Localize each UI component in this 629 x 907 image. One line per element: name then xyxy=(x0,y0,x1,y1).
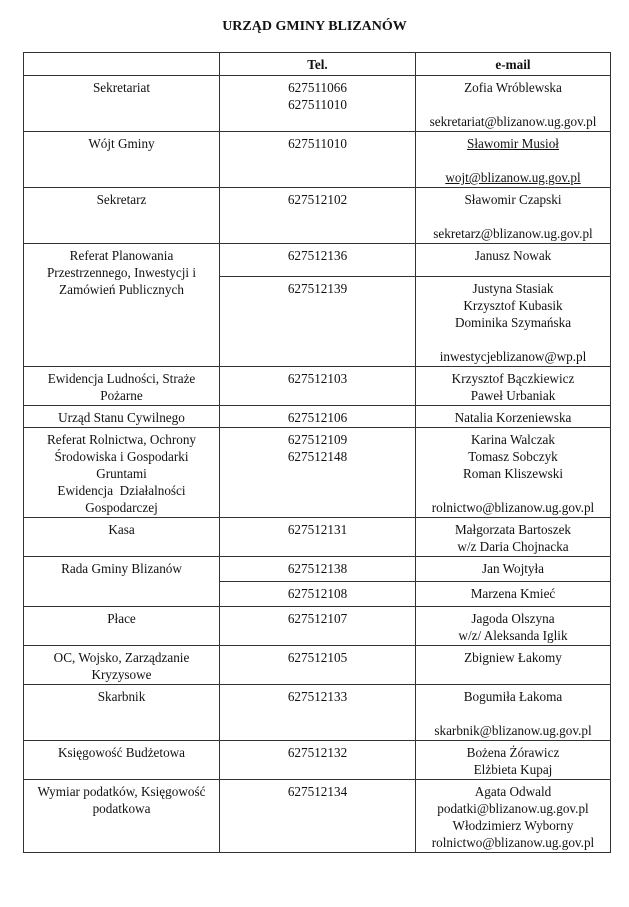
email-address: podatki@blizanow.ug.gov.pl xyxy=(437,801,589,816)
tel-cell xyxy=(220,76,416,132)
email-address: skarbnik@blizanow.ug.gov.pl xyxy=(434,723,592,738)
contact-cell xyxy=(416,646,611,685)
person-name: Małgorzata Bartoszek xyxy=(454,522,572,537)
tel-cell xyxy=(220,428,416,518)
unit-name: Zamówień Publicznych xyxy=(59,282,184,297)
person-name: Marzena Kmieć xyxy=(470,586,556,601)
contact-cell xyxy=(416,132,611,188)
unit-name: Ewidencja Działalności xyxy=(57,483,186,498)
person-name: Justyna Stasiak xyxy=(472,281,554,296)
tel-cell xyxy=(220,518,416,557)
phone-number: 627512107 xyxy=(287,611,348,626)
contact-cell xyxy=(416,557,611,582)
person-name: Karina Walczak xyxy=(471,432,555,447)
tel-cell xyxy=(220,367,416,406)
email-address: sekretarz@blizanow.ug.gov.pl xyxy=(433,226,593,241)
tel-cell xyxy=(220,780,416,853)
tel-cell xyxy=(220,277,416,367)
contact-cell xyxy=(416,780,611,853)
unit-name: Kryzysowe xyxy=(91,667,152,682)
person-name: Krzysztof Bączkiewicz xyxy=(451,371,575,386)
table-row xyxy=(24,780,611,853)
tel-cell xyxy=(220,188,416,244)
unit-cell xyxy=(24,557,220,607)
unit-cell xyxy=(24,76,220,132)
unit-name: Skarbnik xyxy=(97,689,146,704)
person-name: Janusz Nowak xyxy=(474,248,552,263)
contact-cell xyxy=(416,367,611,406)
table-row xyxy=(24,518,611,557)
unit-cell xyxy=(24,518,220,557)
person-name: Zofia Wróblewska xyxy=(464,80,562,95)
phone-number: 627511066 xyxy=(288,80,347,95)
header-unit xyxy=(24,53,220,76)
table-row xyxy=(24,244,611,277)
unit-cell xyxy=(24,406,220,428)
person-name: Natalia Korzeniewska xyxy=(454,410,572,425)
table-row xyxy=(24,367,611,406)
unit-name: Gospodarczej xyxy=(85,500,158,515)
phone-number: 627512102 xyxy=(287,192,348,207)
header-tel: Tel. xyxy=(220,53,416,76)
unit-cell xyxy=(24,607,220,646)
unit-cell xyxy=(24,741,220,780)
phone-number: 627512132 xyxy=(287,745,348,760)
person-name: Bogumiła Łakoma xyxy=(463,689,563,704)
unit-name: Gruntami xyxy=(96,466,147,481)
contact-cell xyxy=(416,518,611,557)
phone-number: 627512109 xyxy=(287,432,348,447)
tel-cell xyxy=(220,685,416,741)
table-row xyxy=(24,132,611,188)
email-address: rolnictwo@blizanow.ug.gov.pl xyxy=(431,835,595,850)
person-name: w/z Daria Chojnacka xyxy=(457,539,569,554)
unit-cell xyxy=(24,646,220,685)
tel-cell xyxy=(220,646,416,685)
unit-name: podatkowa xyxy=(92,801,151,816)
phone-number: 627512136 xyxy=(287,248,348,263)
phone-number: 627511010 xyxy=(288,97,347,112)
table-row xyxy=(24,428,611,518)
tel-cell xyxy=(220,582,416,607)
contact-cell xyxy=(416,428,611,518)
unit-name: Rada Gminy Blizanów xyxy=(61,561,182,576)
unit-name: Ewidencja Ludności, Straże xyxy=(47,371,196,386)
tel-cell xyxy=(220,557,416,582)
phone-number: 627512148 xyxy=(287,449,348,464)
contact-table xyxy=(23,52,611,853)
unit-cell xyxy=(24,780,220,853)
phone-number: 627512139 xyxy=(287,281,348,296)
unit-cell xyxy=(24,367,220,406)
unit-name: Kasa xyxy=(108,522,135,537)
person-name: Krzysztof Kubasik xyxy=(463,298,563,313)
tel-cell xyxy=(220,244,416,277)
contact-cell xyxy=(416,685,611,741)
unit-cell xyxy=(24,188,220,244)
unit-name: Referat Planowania xyxy=(69,248,174,263)
table-row xyxy=(24,646,611,685)
phone-number: 627512105 xyxy=(287,650,348,665)
unit-name: Przestrzennego, Inwestycji i xyxy=(46,265,197,280)
person-name: Dominika Szymańska xyxy=(454,315,572,330)
email-address: inwestycjeblizanow@wp.pl xyxy=(439,349,587,364)
table-row xyxy=(24,741,611,780)
person-name: Agata Odwald xyxy=(474,784,552,799)
unit-cell xyxy=(24,244,220,367)
person-name: Bożena Żórawicz xyxy=(466,745,560,760)
contact-cell xyxy=(416,582,611,607)
contact-cell xyxy=(416,277,611,367)
phone-number: 627512138 xyxy=(287,561,348,576)
unit-name: Wymiar podatków, Księgowość xyxy=(37,784,206,799)
phone-number: 627512108 xyxy=(287,586,348,601)
tel-cell xyxy=(220,607,416,646)
contact-cell xyxy=(416,244,611,277)
unit-cell xyxy=(24,685,220,741)
person-name: Tomasz Sobczyk xyxy=(468,449,558,464)
email-address: sekretariat@blizanow.ug.gov.pl xyxy=(429,114,597,129)
unit-cell xyxy=(24,132,220,188)
table-row xyxy=(24,76,611,132)
table-row xyxy=(24,188,611,244)
contact-cell xyxy=(416,76,611,132)
unit-name: Księgowość Budżetowa xyxy=(57,745,186,760)
unit-name: Sekretarz xyxy=(96,192,147,207)
person-name-link[interactable]: Sławomir Musioł xyxy=(467,136,559,151)
person-name: Sławomir Czapski xyxy=(464,192,562,207)
contact-cell xyxy=(416,741,611,780)
phone-number: 627512103 xyxy=(287,371,348,386)
person-name: Paweł Urbaniak xyxy=(470,388,556,403)
unit-name: Urząd Stanu Cywilnego xyxy=(58,410,185,425)
unit-name: OC, Wojsko, Zarządzanie xyxy=(53,650,190,665)
tel-cell xyxy=(220,741,416,780)
email-link[interactable]: wojt@blizanow.ug.gov.pl xyxy=(445,170,581,185)
table-row xyxy=(24,406,611,428)
contact-cell xyxy=(416,607,611,646)
person-name: Elżbieta Kupaj xyxy=(473,762,553,777)
unit-cell xyxy=(24,428,220,518)
person-name: Roman Kliszewski xyxy=(463,466,563,481)
person-name: Włodzimierz Wyborny xyxy=(452,818,574,833)
unit-name: Pożarne xyxy=(100,388,143,403)
person-name: w/z/ Aleksanda Iglik xyxy=(458,628,568,643)
phone-number: 627512131 xyxy=(287,522,348,537)
header-row xyxy=(24,53,611,76)
table-row xyxy=(24,557,611,582)
phone-number: 627512134 xyxy=(287,784,348,799)
person-name: Jan Wojtyła xyxy=(481,561,545,576)
phone-number: 627512133 xyxy=(287,689,348,704)
header-email: e-mail xyxy=(416,53,611,76)
table-row xyxy=(24,607,611,646)
person-name: Jagoda Olszyna xyxy=(471,611,555,626)
table-row xyxy=(24,685,611,741)
tel-cell xyxy=(220,406,416,428)
person-name: Zbigniew Łakomy xyxy=(464,650,562,665)
phone-number: 627511010 xyxy=(288,136,347,151)
unit-name: Wójt Gminy xyxy=(88,136,155,151)
email-address: rolnictwo@blizanow.ug.gov.pl xyxy=(431,500,595,515)
tel-cell xyxy=(220,132,416,188)
phone-number: 627512106 xyxy=(287,410,348,425)
unit-name: Referat Rolnictwa, Ochrony xyxy=(46,432,197,447)
contact-cell xyxy=(416,188,611,244)
document-title: URZĄD GMINY BLIZANÓW xyxy=(222,19,407,34)
unit-name: Sekretariat xyxy=(92,80,151,95)
contact-cell xyxy=(416,406,611,428)
unit-name: Środowiska i Gospodarki xyxy=(54,449,189,464)
unit-name: Płace xyxy=(107,611,136,626)
